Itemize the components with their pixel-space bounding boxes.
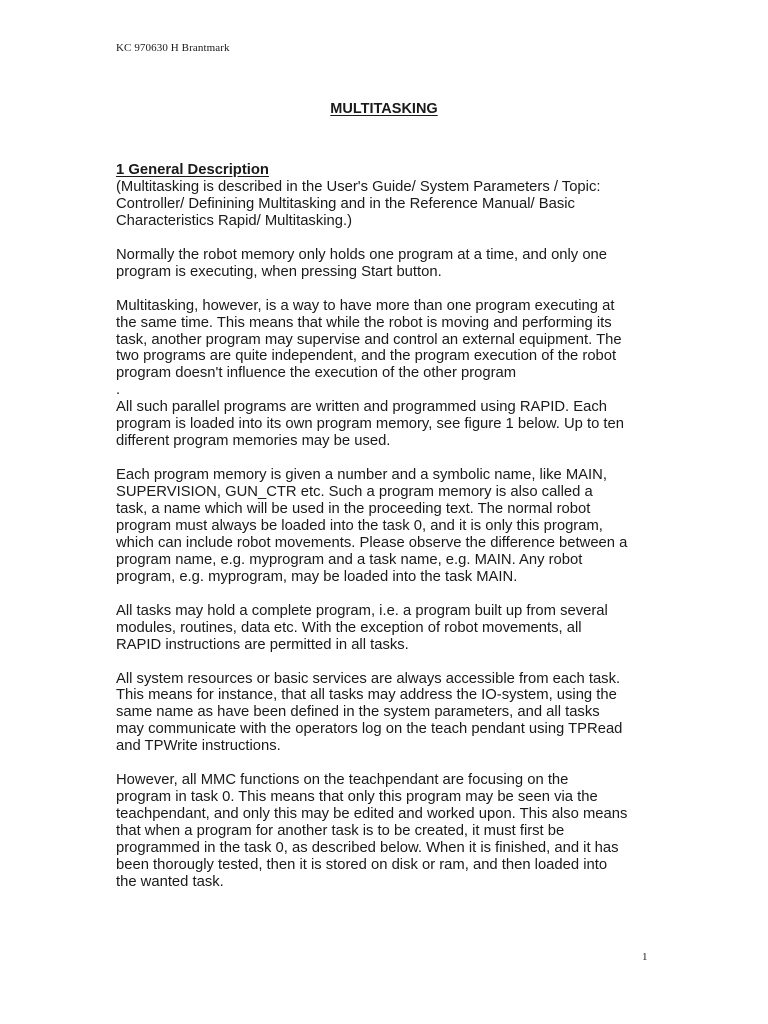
- paragraph-mmc-functions: [116, 772, 661, 891]
- paragraph-line: program, e.g. myprogram, may be loaded into the task MAIN.: [116, 568, 518, 585]
- paragraph-line: This means for instance, that all tasks may address the IO-system, using the: [116, 687, 617, 704]
- paragraph-line: SUPERVISION, GUN_CTR etc. Such a program memory is also called a: [116, 484, 593, 501]
- paragraph-line: been thorougly tested, then it is stored on disk or ram, and then loaded into: [116, 856, 608, 873]
- paragraph-line: teachpendant, and only this may be edited and worked upon. This also means: [116, 806, 628, 823]
- paragraph-line: All system resources or basic services are always accessible from each task.: [116, 670, 621, 687]
- paragraph-line: RAPID instructions are permitted in all tasks.: [116, 636, 409, 653]
- paragraph-line: Each program memory is given a number and a symbolic name, like MAIN,: [116, 467, 607, 484]
- section-general-description: [116, 162, 661, 230]
- paragraph-line: All such parallel programs are written and programmed using RAPID. Each: [116, 399, 607, 416]
- intro-line: Controller/ Definining Multitasking and in the Reference Manual/ Basic: [116, 195, 575, 212]
- paragraph-complete-program: [116, 603, 661, 654]
- paragraph-line: program name, e.g. myprogram and a task name, e.g. MAIN. Any robot: [116, 551, 583, 568]
- page-number: 1: [642, 951, 648, 963]
- paragraph-multitasking-definition: [116, 298, 661, 400]
- paragraph-line: programmed in the task 0, as described below. When it is finished, and it has: [116, 840, 619, 857]
- paragraph-single-program: [116, 247, 661, 281]
- paragraph-line: program doesn't influence the execution of the other program: [116, 365, 517, 382]
- paragraph-line: which can include robot movements. Please observe the difference between a: [116, 534, 628, 551]
- paragraph-line: and TPWrite instructions.: [116, 738, 281, 755]
- document-body: [116, 162, 661, 891]
- paragraph-line: program must always be loaded into the task 0, and it is only this program,: [116, 517, 603, 534]
- paragraph-line: Normally the robot memory only holds one program at a time, and only one: [116, 246, 608, 263]
- paragraph-line: may communicate with the operators log on the teach pendant using TPRead: [116, 721, 623, 738]
- paragraph-line: program is loaded into its own program memory, see figure 1 below. Up to ten: [116, 416, 624, 433]
- paragraph-line: program in task 0. This means that only this program may be seen via the: [116, 789, 598, 806]
- paragraph-line: Multitasking, however, is a way to have more than one program executing at: [116, 297, 615, 314]
- paragraph-line: task, a name which will be used in the proceeding text. The normal robot: [116, 501, 591, 518]
- section-heading: 1 General Description: [116, 162, 269, 178]
- intro-line: Characteristics Rapid/ Multitasking.): [116, 212, 353, 229]
- paragraph-line: that when a program for another task is to be created, it must first be: [116, 823, 565, 840]
- page-header-reference: KC 970630 H Brantmark: [116, 42, 230, 54]
- paragraph-line: different program memories may be used.: [116, 433, 391, 450]
- paragraph-line: program is executing, when pressing Start button.: [116, 263, 442, 280]
- intro-line: (Multitasking is described in the User's Guide/ System Parameters / Topic:: [116, 178, 601, 195]
- paragraph-line: task, another program may supervise and control an external equipment. The: [116, 331, 622, 348]
- paragraph-line: two programs are quite independent, and the program execution of the robot: [116, 348, 617, 365]
- paragraph-line: All tasks may hold a complete program, i.e. a program built up from several: [116, 602, 608, 619]
- paragraph-program-memory-tasks: [116, 467, 661, 586]
- paragraph-parallel-programs: [116, 399, 661, 450]
- paragraph-line: .: [116, 382, 121, 399]
- paragraph-line: modules, routines, data etc. With the exception of robot movements, all: [116, 619, 582, 636]
- paragraph-line: same name as have been defined in the system parameters, and all tasks: [116, 704, 600, 721]
- paragraph-line: However, all MMC functions on the teachpendant are focusing on the: [116, 772, 569, 789]
- document-title: MULTITASKING: [330, 101, 438, 117]
- paragraph-system-resources: [116, 671, 661, 756]
- paragraph-line: the wanted task.: [116, 873, 224, 890]
- paragraph-line: the same time. This means that while the robot is moving and performing its: [116, 314, 612, 331]
